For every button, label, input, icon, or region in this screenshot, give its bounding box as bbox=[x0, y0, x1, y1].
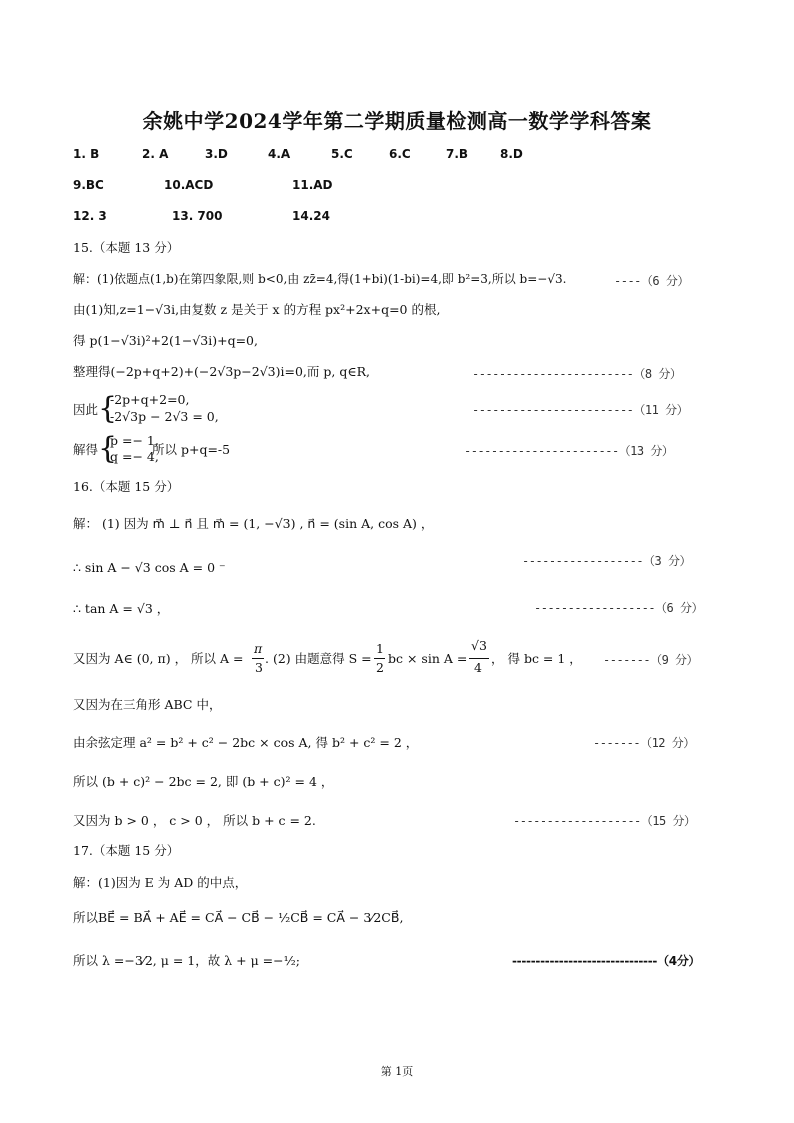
q17-line-1: 解：(1)因为 E 为 AD 的中点， bbox=[73, 875, 248, 890]
q16-line-4-b: . (2) 由题意得 S = bbox=[265, 651, 372, 666]
brace-symbol: { bbox=[98, 431, 118, 466]
page-title: 余姚中学2024学年第二学期质量检测高一数学学科答案 bbox=[142, 109, 652, 133]
q15-system-2-eq1: p =− 1, bbox=[110, 433, 159, 448]
q15-score-11: ------------------------（11 分） bbox=[472, 403, 689, 417]
fraction-bar bbox=[469, 658, 489, 659]
q15-line-1: 解：(1)依题点(1,b)在第四象限,则 b<0,由 zz̄=4,得(1+bi)(1-bi)=4,即 b²=3,所以 b=−√3. bbox=[73, 272, 567, 286]
answer-5: 5.C bbox=[331, 147, 353, 161]
answer-13: 13. 700 bbox=[172, 209, 223, 223]
q16-score-6: ------------------（6 分） bbox=[534, 601, 703, 615]
q15-header: 15.（本题 13 分） bbox=[73, 240, 180, 255]
brace-symbol: { bbox=[98, 391, 118, 426]
q15-score-6: ----（6 分） bbox=[614, 274, 689, 288]
answer-1: 1. B bbox=[73, 147, 100, 161]
q16-score-3: ------------------（3 分） bbox=[522, 554, 691, 568]
q16-line-4-a: 又因为 A∈ (0, π) ， 所以 A = bbox=[73, 651, 244, 666]
q15-line-2: 由(1)知,z=1−√3i,由复数 z 是关于 x 的方程 px²+2x+q=0 的根, bbox=[73, 302, 441, 317]
fraction-bar bbox=[252, 658, 264, 659]
q15-score-8: ------------------------（8 分） bbox=[472, 367, 682, 381]
q17-line-2: 所以BE⃗ = BA⃗ + AE⃗ = CA⃗ − CB⃗ − ½CB⃗ = CA⃗ − 3⁄2CB⃗, bbox=[73, 910, 404, 925]
answer-10: 10.ACD bbox=[164, 178, 214, 192]
q17-line-3: 所以 λ =−3⁄2, μ = 1，故 λ + μ =−½; bbox=[73, 953, 300, 968]
page-footer: 第 1页 bbox=[380, 1065, 414, 1078]
answer-11: 11.AD bbox=[292, 178, 333, 192]
q17-header: 17.（本题 15 分） bbox=[73, 843, 180, 858]
q15-system-1-eq2: -2√3p − 2√3 = 0, bbox=[110, 409, 219, 424]
q16-line-1: 解： (1) 因为 m⃗ ⊥ n⃗ 且 m⃗ = (1, −√3) , n⃗ = (sin A, cos A) ， bbox=[73, 516, 434, 531]
answer-3: 3.D bbox=[205, 147, 228, 161]
q16-score-12: -------（12 分） bbox=[593, 736, 695, 750]
answer-14: 14.24 bbox=[292, 209, 330, 223]
q16-line-6: 由余弦定理 a² = b² + c² − 2bc × cos A, 得 b² + c² = 2 ， bbox=[73, 735, 419, 750]
q15-conclusion: 所以 p+q=-5 bbox=[152, 442, 231, 457]
answer-4: 4.A bbox=[268, 147, 291, 161]
q16-line-3: ∴ tan A = √3 ， bbox=[73, 601, 170, 616]
q16-line-8: 又因为 b > 0 ， c > 0 ， 所以 b + c = 2. bbox=[73, 813, 316, 828]
q16-line-2: ∴ sin A − √3 cos A = 0 ⁻ bbox=[73, 560, 226, 575]
q15-system-2-prefix: 解得 bbox=[73, 442, 99, 457]
q16-header: 16.（本题 15 分） bbox=[73, 479, 180, 494]
q17-score-4: -------------------------------（4分） bbox=[512, 954, 701, 968]
q15-line-4: 整理得(−2p+q+2)+(−2√3p−2√3)i=0,而 p, q∈R, bbox=[73, 364, 370, 379]
fraction-bar bbox=[374, 658, 385, 659]
q15-system-1-prefix: 因此 bbox=[73, 402, 99, 417]
q16-line-5: 又因为在三角形 ABC 中， bbox=[73, 697, 222, 712]
fraction-denominator: 3 bbox=[255, 660, 263, 675]
q16-line-4-c: bc × sin A = bbox=[388, 651, 468, 666]
fraction-numerator: π bbox=[254, 641, 263, 656]
q15-line-3: 得 p(1−√3i)²+2(1−√3i)+q=0, bbox=[73, 333, 258, 348]
fraction-denominator: 4 bbox=[474, 660, 482, 675]
answer-2: 2. A bbox=[142, 147, 169, 161]
q15-score-13: -----------------------（13 分） bbox=[464, 444, 674, 458]
answer-12: 12. 3 bbox=[73, 209, 107, 223]
q16-line-7: 所以 (b + c)² − 2bc = 2, 即 (b + c)² = 4 ， bbox=[73, 774, 334, 789]
answer-8: 8.D bbox=[500, 147, 523, 161]
answer-7: 7.B bbox=[446, 147, 469, 161]
answer-6: 6.C bbox=[389, 147, 411, 161]
q16-score-9: -------（9 分） bbox=[603, 653, 699, 667]
fraction-denominator: 2 bbox=[376, 660, 384, 675]
fraction-numerator: √3 bbox=[471, 638, 487, 653]
q15-system-2-eq2: q =− 4, bbox=[110, 449, 159, 464]
answer-9: 9.BC bbox=[73, 178, 104, 192]
fraction-numerator: 1 bbox=[376, 641, 384, 656]
q16-line-4-d: ， 得 bc = 1 ， bbox=[491, 651, 582, 666]
q15-system-1-eq1: -2p+q+2=0, bbox=[110, 392, 190, 407]
q16-score-15: -------------------（15 分） bbox=[513, 814, 696, 828]
